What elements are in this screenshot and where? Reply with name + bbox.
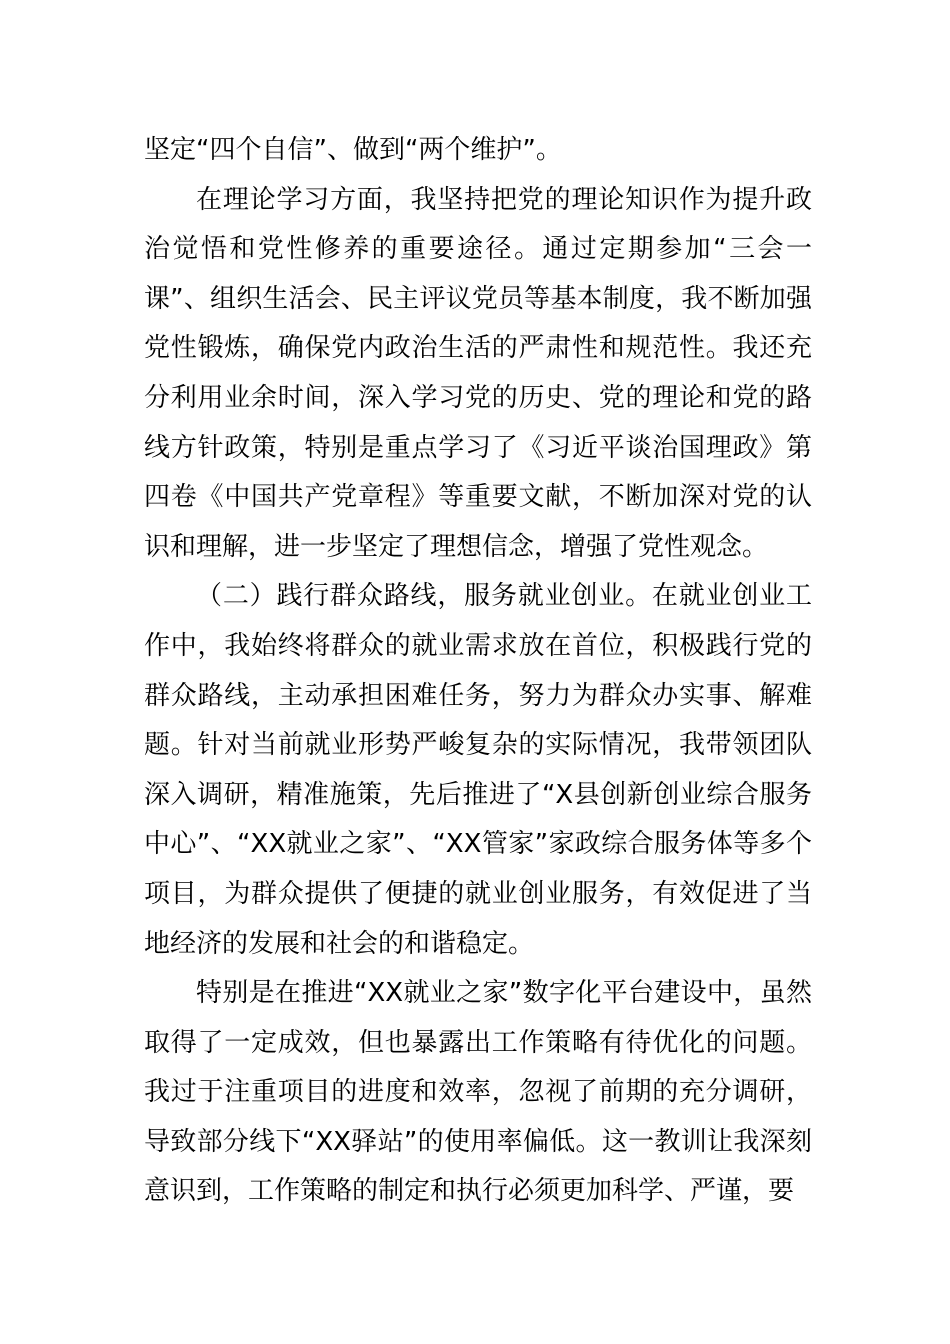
paragraph-theory-study: 在理论学习方面，我坚持把党的理论知识作为提升政治觉悟和党性修养的重要途径。通过定期参加“三会一课”、组织生活会、民主评议党员等基本制度，我不断加强党性锻炼，确保党内政治生活的严肃性和规范性。我还充分利用业余时间，深入学习党的历史、党的理论和党的路线方针政策，特别是重点学习了《习近平谈治国理政》第四卷《中国共产党章程》等重要文献，不断加深对党的认识和理解，进一步坚定了理想信念，增强了党性观念。 bbox=[144, 184, 812, 562]
paragraph-digital-platform: 特别是在推进“XX就业之家”数字化平台建设中，虽然取得了一定成效，但也暴露出工作策略有待优化的问题。我过于注重项目的进度和效率，忽视了前期的充分调研，导致部分线下“XX驿站”的使用率偏低。这一教训让我深刻意识到，工作策略的制定和执行必须更加科学、严谨，要 bbox=[144, 978, 812, 1207]
paragraph-continuation: 坚定“四个自信”、做到“两个维护”。 bbox=[144, 135, 562, 165]
document-body bbox=[144, 126, 812, 1217]
paragraph-mass-line: （二）践行群众路线，服务就业创业。在就业创业工作中，我始终将群众的就业需求放在首位，积极践行党的群众路线，主动承担困难任务，努力为群众办实事、解难题。针对当前就业形势严峻复杂的实际情况，我带领团队深入调研，精准施策，先后推进了“X县创新创业综合服务中心”、“XX就业之家”、“XX管家”家政综合服务体等多个项目，为群众提供了便捷的就业创业服务，有效促进了当地经济的发展和社会的和谐稳定。 bbox=[144, 581, 812, 959]
